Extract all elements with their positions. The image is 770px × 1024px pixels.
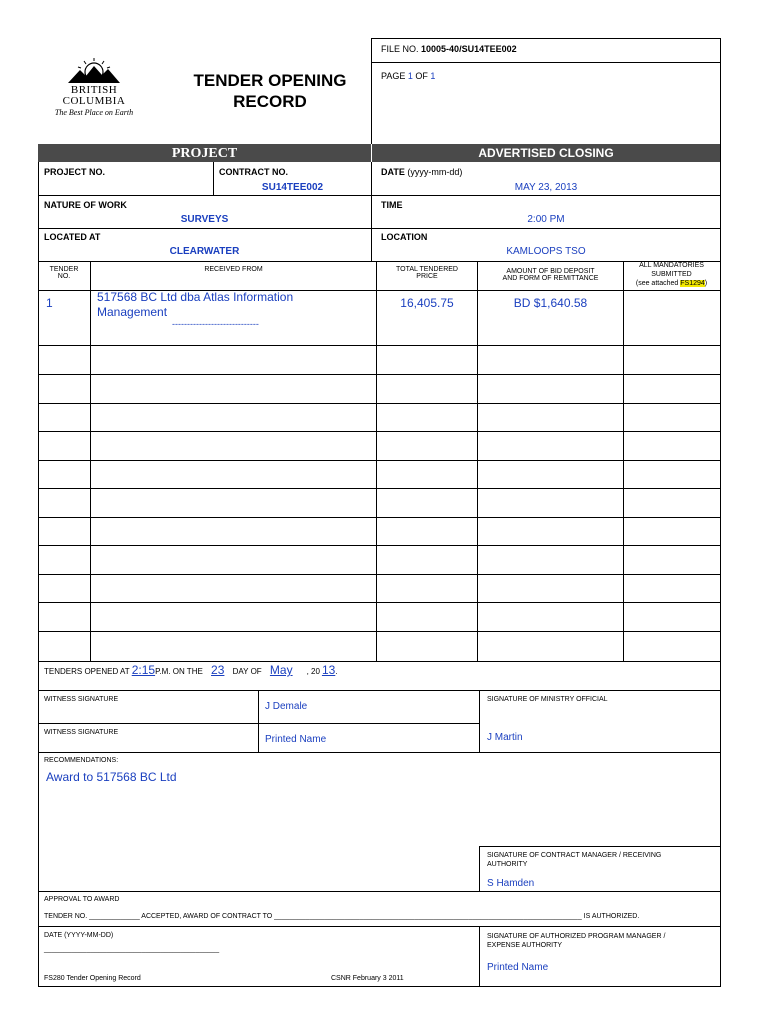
nature-of-work-value[interactable]: SURVEYS (180, 214, 229, 225)
opened-day[interactable]: 23 (211, 663, 225, 677)
file-page-box (371, 38, 721, 146)
form-fs1294: FS1294 (680, 280, 705, 287)
row1-tender-no[interactable]: 1 (46, 296, 53, 310)
tenders-opened (44, 663, 338, 677)
col-bid-deposit (478, 268, 623, 282)
location-label: LOCATION (381, 232, 428, 242)
witness2-value[interactable]: Printed Name (265, 734, 327, 745)
section-project: PROJECT (171, 146, 238, 161)
col-price-line2: PRICE (416, 273, 438, 280)
footer-revision: CSNR February 3 2011 (331, 975, 404, 982)
mountain-sun-icon (66, 56, 122, 84)
contract-no-label: CONTRACT NO. (219, 167, 288, 177)
approval-date-line[interactable]: _____________________________________________ (44, 946, 220, 953)
witness1-label: WITNESS SIGNATURE (44, 696, 119, 703)
contract-no-value[interactable]: SU14TEE002 (261, 182, 324, 193)
opened-prefix: TENDERS OPENED AT (44, 667, 130, 676)
logo-tagline: The Best Place on Earth (54, 108, 134, 117)
section-advertised-closing: ADVERTISED CLOSING (478, 146, 614, 160)
recommendations-label: RECOMMENDATIONS: (44, 757, 119, 764)
recommendations-value[interactable]: Award to 517568 BC Ltd (46, 770, 177, 784)
logo-line1: BRITISH (70, 84, 118, 96)
file-no-value: 10005-40/SU14TEE002 (421, 44, 517, 54)
title-line1: TENDER OPENING (193, 71, 347, 90)
col-deposit-line2: AND FORM OF REMITTANCE (502, 275, 599, 282)
col-mand-line1: ALL MANDATORIES (639, 262, 704, 269)
date-label-wrap (381, 167, 462, 177)
approval-label: APPROVAL TO AWARD (44, 896, 120, 903)
row1-from-line1: 517568 BC Ltd dba Atlas Information (97, 290, 294, 304)
located-at-value[interactable]: CLEARWATER (169, 246, 240, 257)
row1-price[interactable]: 16,405.75 (400, 296, 454, 310)
program-manager-value[interactable]: Printed Name (487, 962, 549, 973)
located-at-label: LOCATED AT (44, 232, 101, 242)
time-label: TIME (381, 200, 403, 210)
project-no-label: PROJECT NO. (44, 167, 106, 177)
col-price-line1: TOTAL TENDERED (396, 266, 458, 273)
opened-month[interactable]: May (269, 663, 293, 677)
program-manager-label: SIGNATURE OF AUTHORIZED PROGRAM MANAGER / EXPENSE AUTHORITY (487, 933, 666, 949)
col-mand-line2: SUBMITTED (651, 271, 692, 278)
opened-day-of: DAY OF (232, 667, 262, 676)
opened-pm-on-the: P.M. ON THE (155, 667, 203, 676)
date-label: DATE (381, 167, 405, 177)
row1-from-line2: Management (97, 305, 168, 319)
page-label: PAGE (381, 71, 406, 81)
row1-deposit[interactable]: BD $1,640.58 (513, 296, 588, 310)
time-value[interactable]: 2:00 PM (527, 214, 565, 225)
contract-manager-label: SIGNATURE OF CONTRACT MANAGER / RECEIVING AUTHORITY (487, 852, 662, 868)
date-value[interactable]: MAY 23, 2013 (514, 182, 578, 193)
page-indicator (381, 71, 435, 81)
page-title (170, 70, 370, 112)
file-no-label: FILE NO. (381, 44, 419, 54)
location-value[interactable]: KAMLOOPS TSO (506, 246, 586, 257)
ministry-label: SIGNATURE OF MINISTRY OFFICIAL (487, 696, 608, 703)
opened-dot: . (335, 667, 338, 676)
bc-logo (52, 56, 142, 118)
ministry-value[interactable]: J Martin (487, 732, 523, 743)
page-total: 1 (430, 71, 436, 81)
file-no (381, 44, 517, 54)
col-tender-no: TENDER NO. (49, 266, 79, 280)
date-format: (yyyy-mm-dd) (407, 167, 463, 177)
nature-of-work-label: NATURE OF WORK (44, 200, 127, 210)
col-received-from: RECEIVED FROM (204, 266, 263, 273)
row1-dashes: ----------------------------- (172, 319, 259, 329)
title-line2: RECORD (233, 92, 307, 111)
approval-date-label: DATE (YYYY-MM-DD) (44, 932, 114, 939)
row1-received-from[interactable] (97, 290, 293, 320)
col-deposit-line1: AMOUNT OF BID DEPOSIT (506, 268, 595, 275)
footer-form-id: FS280 Tender Opening Record (44, 975, 141, 982)
col-total-price (377, 266, 477, 280)
opened-comma-20: , 20 (306, 667, 320, 676)
witness1-value[interactable]: J Demale (265, 701, 308, 712)
witness2-label: WITNESS SIGNATURE (44, 729, 119, 736)
page-current: 1 (407, 71, 413, 81)
col-mand-line3: (see attached FS1294) (635, 280, 708, 287)
col-mandatories (624, 261, 719, 288)
logo-line2: COLUMBIA (62, 95, 126, 107)
contract-manager-value[interactable]: S Hamden (487, 878, 535, 889)
approval-line[interactable]: TENDER NO. _____________ ACCEPTED, AWARD OF CONTRACT TO _______________________________________________________________________________ IS AUTHORIZED. (44, 913, 640, 920)
opened-time[interactable]: 2:15 (131, 663, 156, 677)
opened-year[interactable]: 13 (321, 663, 336, 677)
page-of: OF (415, 71, 428, 81)
